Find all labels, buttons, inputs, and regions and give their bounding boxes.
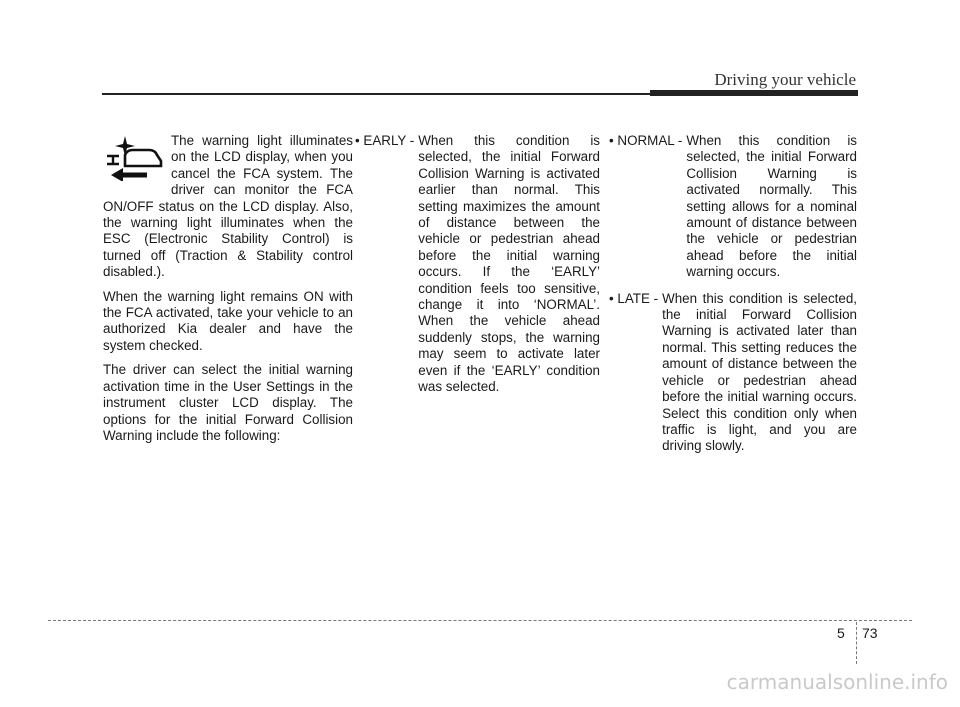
option-text: When this condition is selected, the initial Forward Collision Warning is activated normally. This setting allows for a nominal amount of distance between the vehicle or pedestrian ahead before the initial warning occurs. xyxy=(686,133,857,280)
column-left xyxy=(103,133,353,452)
settings-paragraph: The driver can select the initial warning activation time in the User Settings in the instrument cluster LCD display. The options for the initial Forward Collision Warning include the following: xyxy=(103,362,353,443)
option-early xyxy=(355,133,600,396)
option-normal xyxy=(609,133,857,281)
option-label: • NORMAL - xyxy=(609,133,683,148)
option-late xyxy=(609,291,857,455)
column-middle xyxy=(355,133,600,406)
option-text: When this condition is selected, the initial Forward Collision Warning is activated earlier than normal. This setting maximizes the amount of distance between the vehicle or pedestrian ahead before the initial warning occurs. If the ‘EARLY’ condition feels too sensitive, change it into ‘NORMAL’. When the vehicle ahead suddenly stops, the warning may seem to activate later even if the ‘EARLY’ condition was selected. xyxy=(418,133,600,395)
dealer-paragraph: When the warning light remains ON with the FCA activated, take your vehicle to an authorized Kia dealer and have the system checked. xyxy=(103,288,353,353)
fca-warning-light-icon xyxy=(103,133,165,181)
chapter-number: 5 xyxy=(837,625,845,641)
intro-paragraph: The warning light illuminates on the LCD display, when you cancel the FCA system. The driver can monitor the FCA ON/OFF status on the LCD display. Also, the warning light illuminates when the ESC (Electronic Stability Control) is turned off (Traction & Stability control disabled.). xyxy=(103,133,353,280)
option-text: When this condition is selected, the initial Forward Collision Warning is activated later than normal. This setting reduces the amount of distance between the vehicle or pedestrian ahead before the initial warning occurs. Select this condition only when traffic is light, and you are driving slowly. xyxy=(662,290,857,454)
option-label: • LATE - xyxy=(609,290,659,306)
header-rule-accent xyxy=(650,90,858,96)
page-number: 73 xyxy=(862,625,878,641)
page-number-separator xyxy=(856,622,857,664)
option-label: • EARLY - xyxy=(355,133,415,148)
page-header-title: Driving your vehicle xyxy=(714,70,856,89)
column-right xyxy=(609,133,857,465)
footer-rule xyxy=(48,620,912,621)
watermark: carmanualsonline.info xyxy=(726,670,948,694)
